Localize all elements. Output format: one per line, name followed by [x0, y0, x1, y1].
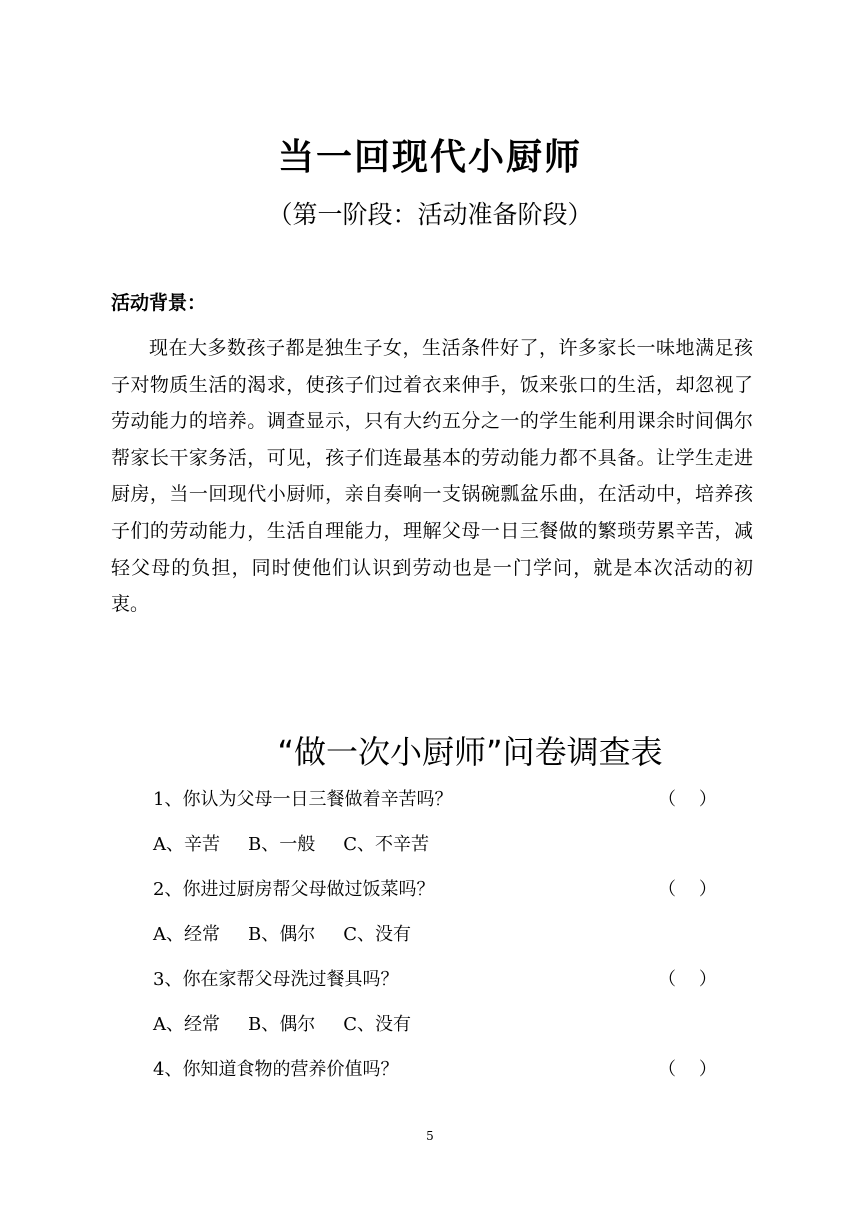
question-options	[153, 920, 439, 950]
background-heading: 活动背景：	[111, 292, 207, 314]
page-title: 当一回现代小厨师	[277, 137, 582, 178]
option-c: C、没有	[343, 924, 412, 945]
survey-question	[153, 875, 733, 905]
question-options	[153, 1010, 439, 1040]
question-text: 1、你认为父母一日三餐做着辛苦吗？	[153, 789, 453, 810]
option-a: A、辛苦	[153, 834, 220, 855]
survey-question	[153, 1055, 733, 1085]
option-c: C、不辛苦	[343, 834, 430, 855]
option-a: A、经常	[153, 1014, 220, 1035]
survey-question	[153, 785, 733, 815]
answer-bracket: （ ）	[658, 879, 717, 900]
option-b: B、偶尔	[248, 1014, 316, 1035]
option-b: B、偶尔	[248, 924, 316, 945]
option-a: A、经常	[153, 924, 220, 945]
question-text: 3、你在家帮父母洗过餐具吗？	[153, 969, 399, 990]
page-number: 5	[426, 1129, 434, 1143]
answer-bracket: （ ）	[658, 1059, 717, 1080]
answer-bracket: （ ）	[658, 789, 717, 810]
option-b: B、一般	[248, 834, 316, 855]
survey-title: “做一次小厨师”问卷调查表	[277, 733, 663, 771]
option-c: C、没有	[343, 1014, 412, 1035]
background-paragraph: 现在大多数孩子都是独生子女，生活条件好了，许多家长一味地满足孩子对物质生活的渴求，使孩子们过着衣来伸手，饭来张口的生活，却忽视了劳动能力的培养。调查显示，只有大约五分之一的学生能利用课余时间偶尔帮家长干家务活，可见，孩子们连最基本的劳动能力都不具备。让学生走进厨房，当一回现代小厨师，亲自奏响一支锅碗瓢盆乐曲，在活动中，培养孩子们的劳动能力，生活自理能力，理解父母一日三餐做的繁琐劳累辛苦，减轻父母的负担，同时使他们认识到劳动也是一门学问，就是本次活动的初衷。	[111, 337, 753, 616]
survey-question	[153, 965, 733, 995]
question-options	[153, 830, 457, 860]
answer-bracket: （ ）	[658, 969, 717, 990]
page-subtitle: （第一阶段：活动准备阶段）	[267, 200, 593, 229]
question-text: 2、你进过厨房帮父母做过饭菜吗？	[153, 879, 435, 900]
question-text: 4、你知道食物的营养价值吗？	[153, 1059, 399, 1080]
